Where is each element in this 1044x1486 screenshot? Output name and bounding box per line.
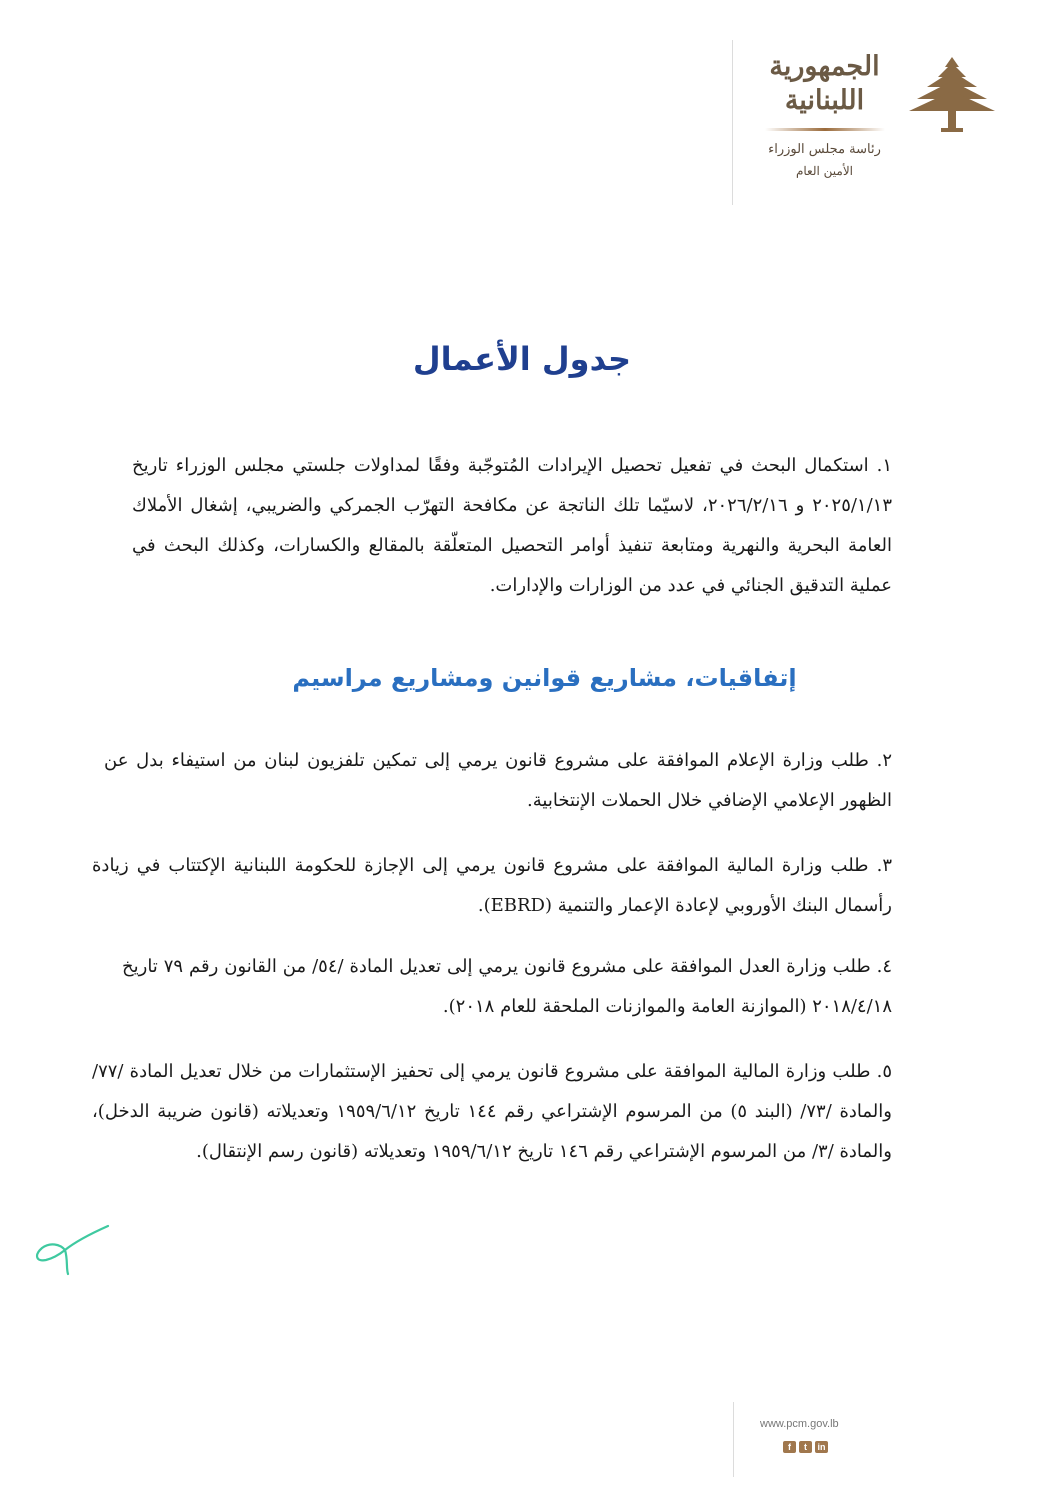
emblem-republic: الجمهورية — [769, 51, 880, 82]
item-number: ١. — [876, 455, 892, 476]
header-divider — [732, 40, 733, 205]
agenda-item — [92, 1052, 892, 1172]
footer-divider — [733, 1402, 734, 1477]
emblem-rule — [765, 128, 885, 131]
office-name: رئاسة مجلس الوزراء — [768, 142, 881, 157]
section-heading: إتفاقيات، مشاريع قوانين ومشاريع مراسيم — [292, 664, 797, 692]
agenda-item — [122, 947, 892, 1027]
item-text: طلب وزارة المالية الموافقة على مشروع قانون يرمي إلى الإجازة للحكومة اللبنانية الإكتتاب في زيادة رأسمال البنك الأوروبي لإعادة الإعمار والتنمية (EBRD). — [92, 855, 892, 916]
item-text: طلب وزارة المالية الموافقة على مشروع قانون يرمي إلى تحفيز الإستثمارات من خلال تعديل المادة /٧٧/ والمادة /٧٣/ (البند ٥) من المرسوم الإشتراعي رقم ١٤٤ تاريخ ١٩٥٩/٦/١٢ وتعديلاته (قانون ضريبة الدخل)، والمادة /٣/ من المرسوم الإشتراعي رقم ١٤٦ تاريخ ١٩٥٩/٦/١٢ وتعديلاته (قانون رسم الإنتقال). — [92, 1061, 892, 1162]
item-number: ٢. — [876, 750, 892, 771]
item-text: طلب وزارة الإعلام الموافقة على مشروع قانون يرمي إلى تمكين تلفزيون لبنان من استيفاء بدل عن الظهور الإعلامي الإضافي خلال الحملات الإنتخابية. — [104, 750, 892, 811]
emblem-lebanese: اللبنانية — [784, 85, 865, 116]
agenda-item — [132, 446, 892, 606]
footer-url[interactable]: www.pcm.gov.lb — [760, 1418, 839, 1430]
cedar-tree-icon — [905, 55, 1000, 135]
agenda-item — [92, 846, 892, 926]
item-number: ٣. — [876, 855, 892, 876]
item-text: طلب وزارة العدل الموافقة على مشروع قانون يرمي إلى تعديل المادة /٥٤/ من القانون رقم ٧٩ تاريخ ٢٠١٨/٤/١٨ (الموازنة العامة والموازنات الملحقة للعام ٢٠١٨). — [122, 956, 892, 1017]
social-links — [783, 1441, 828, 1453]
agenda-item — [104, 741, 892, 821]
linkedin-icon[interactable]: in — [815, 1441, 828, 1453]
emblem — [752, 50, 897, 181]
office-position: الأمين العام — [795, 164, 854, 178]
handwritten-signature — [30, 1222, 110, 1277]
item-text: استكمال البحث في تفعيل تحصيل الإيرادات المُتوجّبة وفقًا لمداولات جلستي مجلس الوزراء تاريخ ٢٠٢٥/١/١٣ و ٢٠٢٦/٢/١٦، لاسيّما تلك الناتجة عن مكافحة التهرّب الجمركي والضريبي، إشغال الأملاك العامة البحرية والنهرية ومتابعة تنفيذ أوامر التحصيل المتعلّقة بالمقالع والكسارات، وكذلك البحث في عملية التدقيق الجنائي في عدد من الوزارات والإدارات. — [132, 455, 892, 596]
item-number: ٥. — [876, 1061, 892, 1082]
item-number: ٤. — [876, 956, 892, 977]
facebook-icon[interactable]: f — [783, 1441, 796, 1453]
page-title: جدول الأعمال — [412, 340, 632, 378]
twitter-icon[interactable]: t — [799, 1441, 812, 1453]
